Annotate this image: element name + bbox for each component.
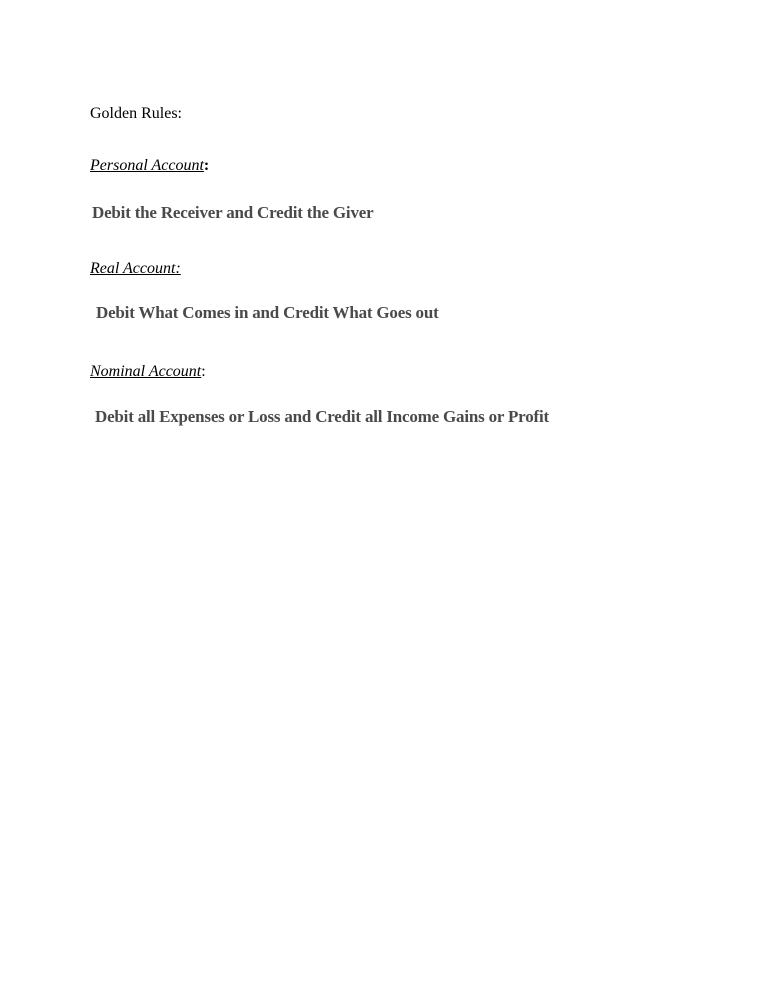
heading-label: Real Account:	[90, 260, 181, 277]
real-account-rule: Debit What Comes in and Credit What Goes out	[96, 303, 439, 322]
heading-label: Personal Account	[90, 157, 204, 174]
nominal-account-rule: Debit all Expenses or Loss and Credit all Income Gains or Profit	[95, 407, 549, 426]
heading-colon: :	[203, 157, 210, 174]
nominal-account-heading	[90, 362, 206, 382]
personal-account-heading	[90, 156, 209, 176]
heading-colon: :	[201, 363, 206, 380]
heading-label: Nominal Account	[90, 363, 202, 380]
document-title: Golden Rules:	[90, 105, 182, 122]
personal-account-rule: Debit the Receiver and Credit the Giver	[92, 203, 374, 222]
real-account-heading	[90, 259, 181, 279]
